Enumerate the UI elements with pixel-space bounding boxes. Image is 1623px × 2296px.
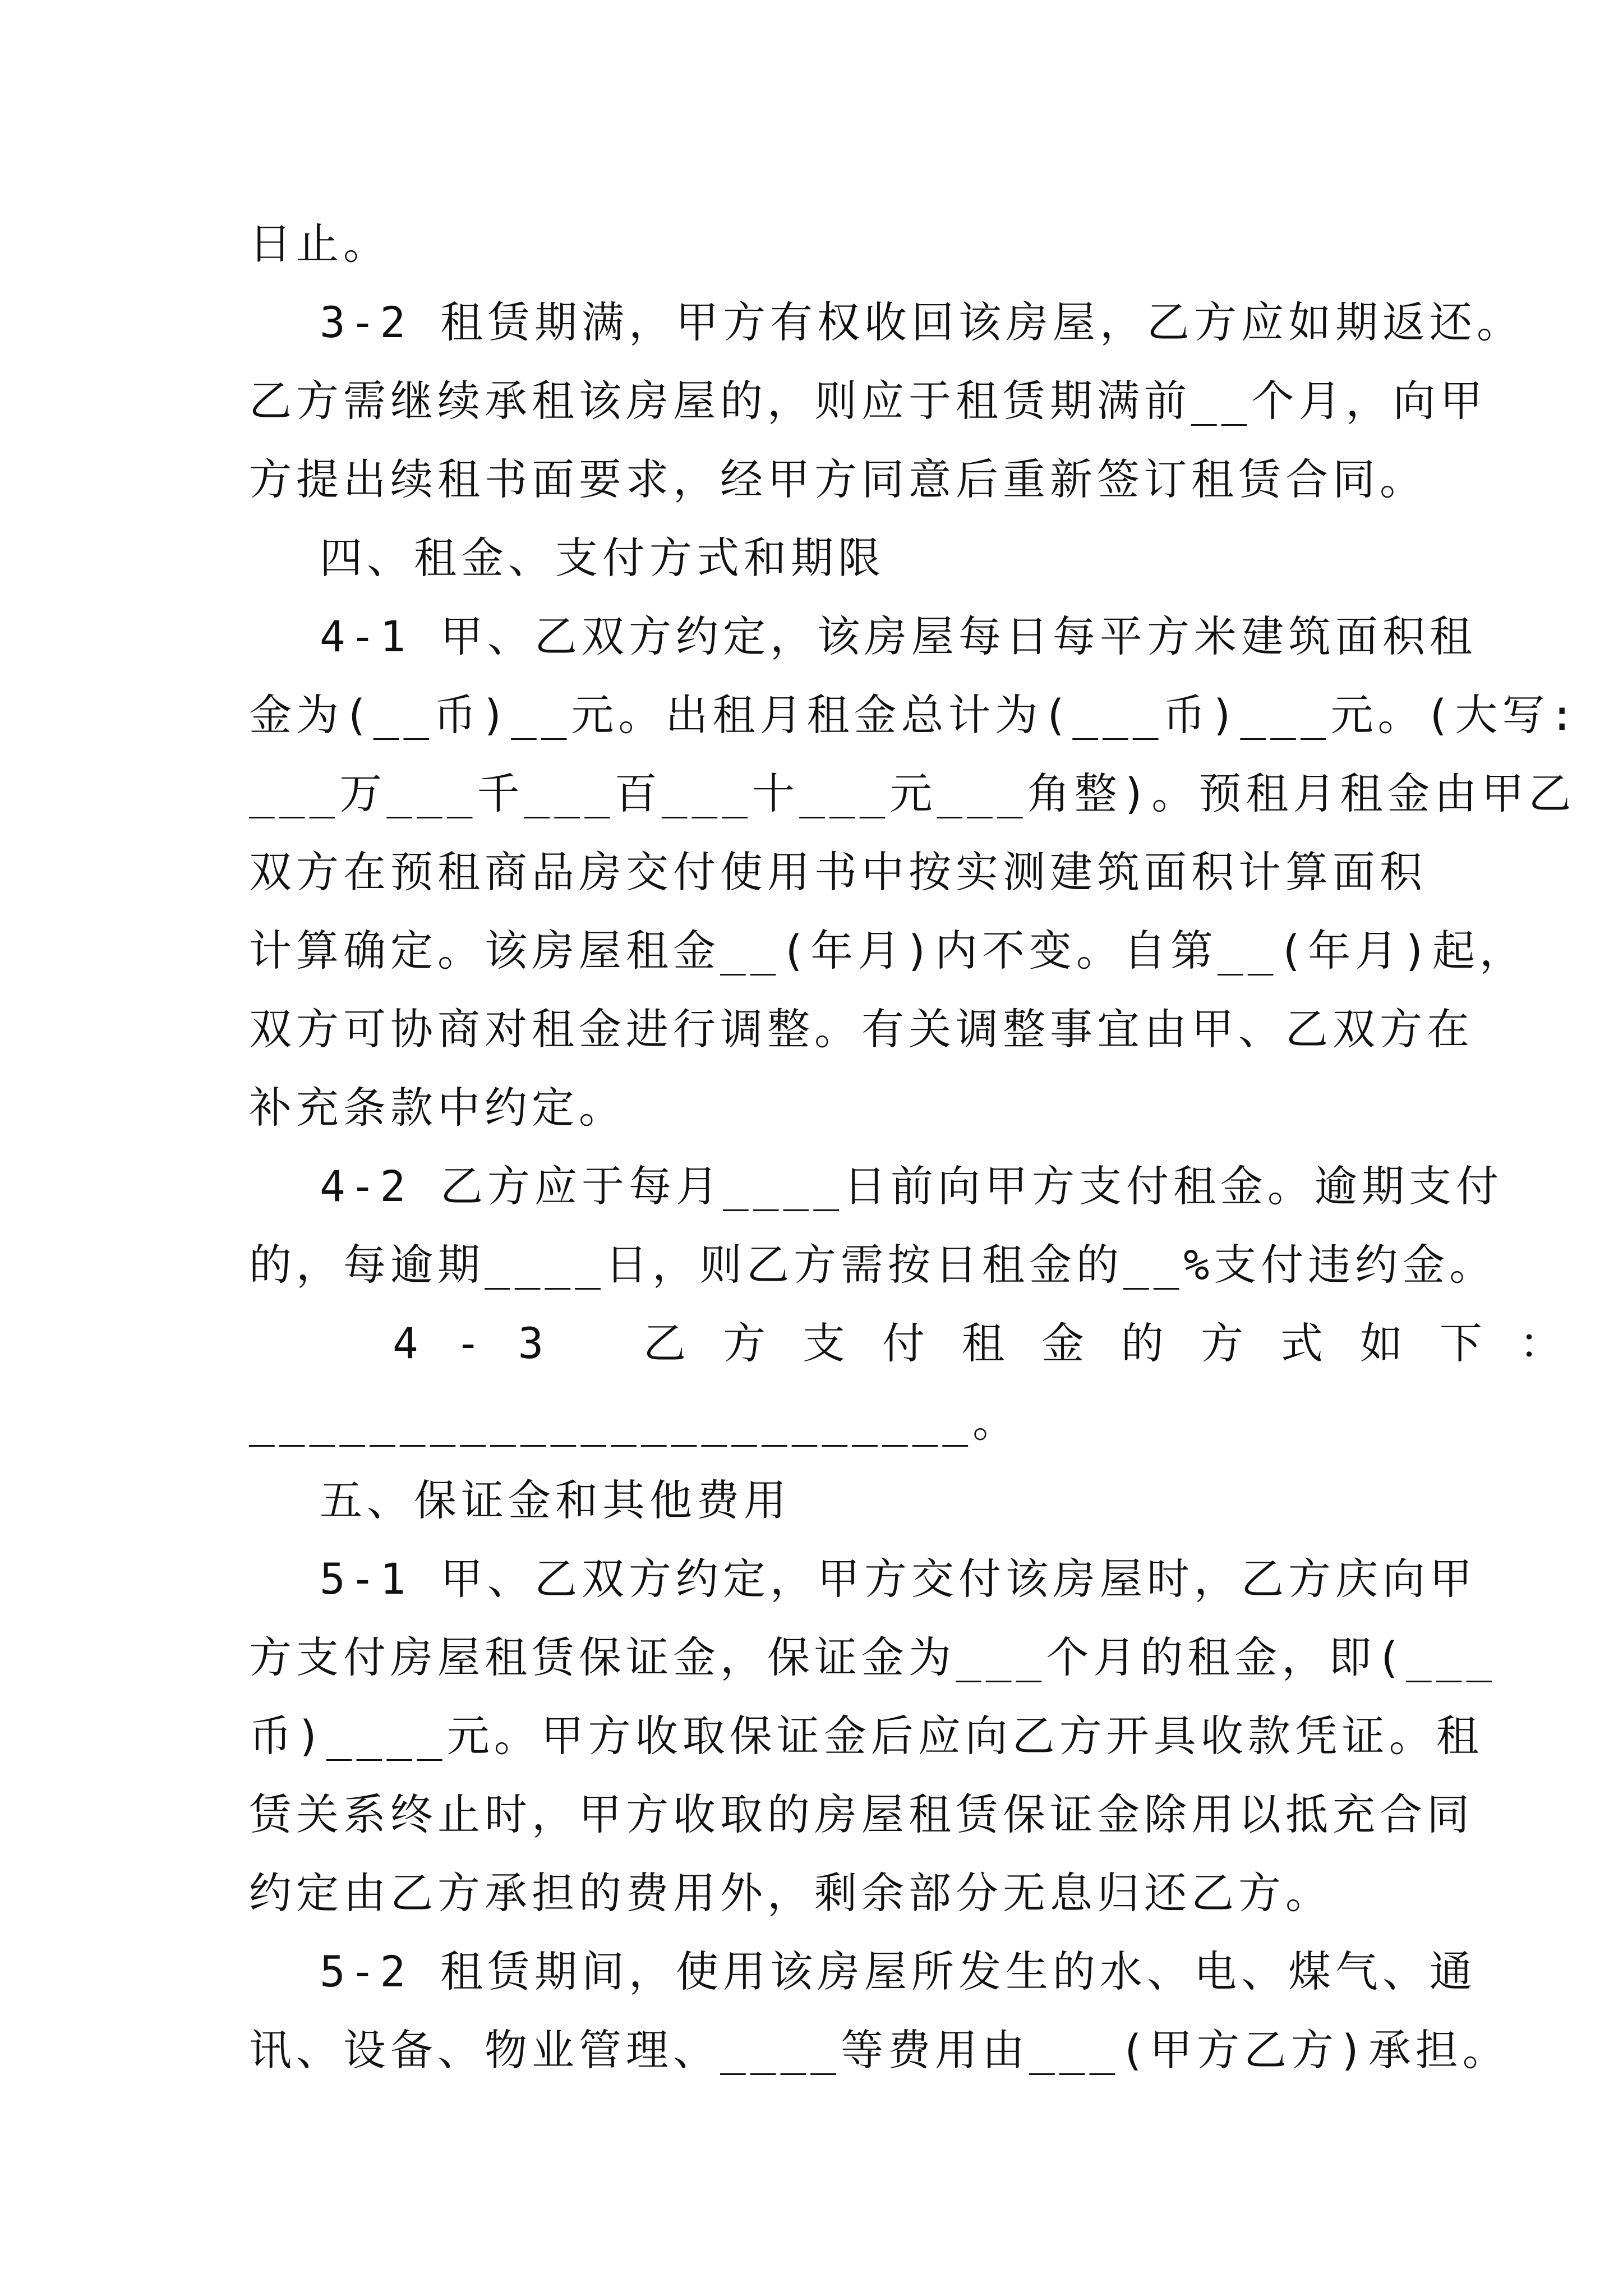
text-line-22: 约定由乙方承担的费用外，剩余部分无息归还乙方。 <box>249 1868 1332 1918</box>
text-line-18: 5-1 甲、乙双方约定，甲方交付该房屋时，乙方庆向甲 <box>320 1554 1477 1604</box>
text-line-1: 日止。 <box>249 219 390 269</box>
text-line-24: 讯、设备、物业管理、____等费用由___(甲方乙方)承担。 <box>249 2025 1510 2075</box>
text-line-19: 方支付房屋租赁保证金，保证金为___个月的租金，即(___ <box>249 1632 1497 1682</box>
text-line-6: 4-1 甲、乙双方约定，该房屋每日每平方米建筑面积租 <box>320 611 1477 661</box>
text-line-15: 4-3 乙方支付租金的方式如下： <box>393 1318 1599 1368</box>
text-line-2: 3-2 租赁期满，甲方有权收回该房屋，乙方应如期返还。 <box>320 297 1524 347</box>
text-line-11: 双方可协商对租金进行调整。有关调整事宜由甲、乙双方在 <box>249 1004 1474 1054</box>
text-line-20: 币)____元。甲方收取保证金后应向乙方开具收款凭证。租 <box>249 1711 1483 1761</box>
text-line-12: 补充条款中约定。 <box>249 1083 626 1133</box>
text-line-10: 计算确定。该房屋租金__(年月)内不变。自第__(年月)起， <box>249 926 1527 976</box>
text-line-8: ___万___千___百___十___元___角整)。预租月租金由甲乙 <box>249 769 1576 818</box>
section-heading-4: 四、租金、支付方式和期限 <box>320 533 885 583</box>
text-line-14: 的，每逾期____日，则乙方需按日租金的__%支付违约金。 <box>249 1240 1497 1290</box>
text-line-3: 乙方需继续承租该房屋的，则应于租赁期满前__个月，向甲 <box>249 376 1487 426</box>
text-line-13: 4-2 乙方应于每月____日前向甲方支付租金。逾期支付 <box>320 1161 1504 1211</box>
text-line-9: 双方在预租商品房交付使用书中按实测建筑面积计算面积 <box>249 847 1427 897</box>
text-line-7: 金为(__币)__元。出租月租金总计为(___币)___元。(大写: <box>249 690 1580 740</box>
text-line-4: 方提出续租书面要求，经甲方同意后重新签订租赁合同。 <box>249 454 1427 504</box>
text-line-16: ________________________。 <box>249 1397 1020 1447</box>
text-line-23: 5-2 租赁期间，使用该房屋所发生的水、电、煤气、通 <box>320 1947 1477 1996</box>
section-heading-5: 五、保证金和其他费用 <box>320 1475 791 1525</box>
text-line-21: 赁关系终止时，甲方收取的房屋租赁保证金除用以抵充合同 <box>249 1789 1474 1839</box>
